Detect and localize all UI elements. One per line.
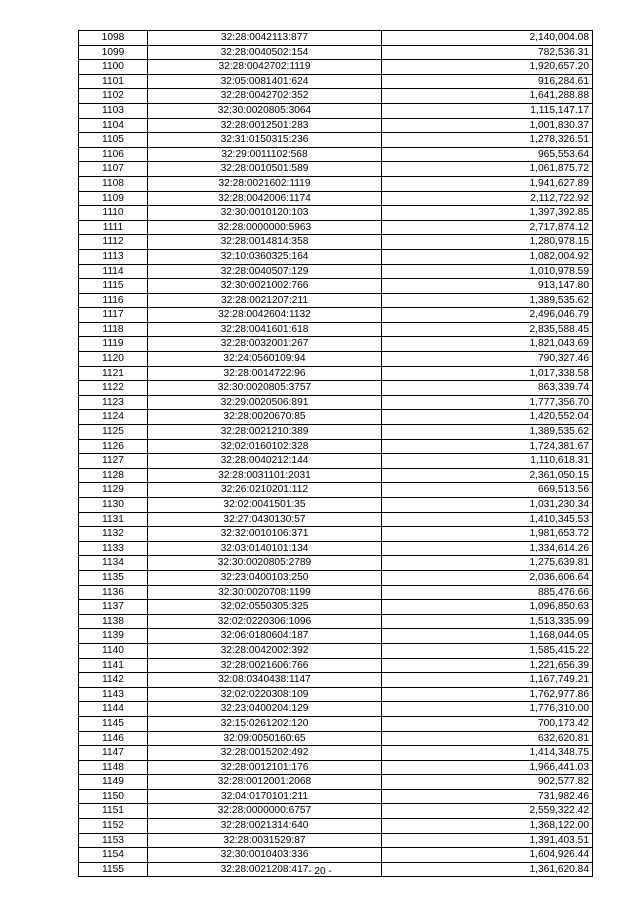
row-number-cell: 1151	[79, 804, 148, 819]
amount-cell: 1,585,415.22	[382, 643, 593, 658]
cadastral-number-cell: 32:28:0020670:85	[148, 410, 382, 425]
cadastral-number-cell: 32:28:0031529:87	[148, 833, 382, 848]
table-row	[79, 658, 593, 673]
amount-cell: 1,966,441.03	[382, 760, 593, 775]
table-row	[79, 643, 593, 658]
cadastral-number-cell: 32:28:0042113:877	[148, 31, 382, 46]
cadastral-number-cell: 32:02:0550305:325	[148, 600, 382, 615]
row-number-cell: 1113	[79, 249, 148, 264]
row-number-cell: 1103	[79, 103, 148, 118]
row-number-cell: 1122	[79, 381, 148, 396]
table-row	[79, 498, 593, 513]
amount-cell: 1,420,552.04	[382, 410, 593, 425]
cadastral-number-cell: 32:28:0012101:176	[148, 760, 382, 775]
cadastral-number-cell: 32:02:0220306:1096	[148, 614, 382, 629]
cadastral-number-cell: 32:05:0081401:624	[148, 74, 382, 89]
row-number-cell: 1153	[79, 833, 148, 848]
table-row	[79, 731, 593, 746]
table-row	[79, 191, 593, 206]
cadastral-number-cell: 32:03:0140101:134	[148, 541, 382, 556]
table-row	[79, 410, 593, 425]
table-row	[79, 45, 593, 60]
cadastral-number-cell: 32:30:0010120:103	[148, 206, 382, 221]
table-row	[79, 819, 593, 834]
row-number-cell: 1126	[79, 439, 148, 454]
row-number-cell: 1102	[79, 89, 148, 104]
table-row	[79, 600, 593, 615]
amount-cell: 1,762,977.86	[382, 687, 593, 702]
row-number-cell: 1120	[79, 352, 148, 367]
amount-cell: 1,278,326.51	[382, 133, 593, 148]
table-row	[79, 541, 593, 556]
row-number-cell: 1148	[79, 760, 148, 775]
row-number-cell: 1111	[79, 220, 148, 235]
table-row	[79, 483, 593, 498]
cadastral-number-cell: 32:24:0560109:94	[148, 352, 382, 367]
cadastral-number-cell: 32:28:0041601:618	[148, 322, 382, 337]
row-number-cell: 1119	[79, 337, 148, 352]
row-number-cell: 1104	[79, 118, 148, 133]
row-number-cell: 1138	[79, 614, 148, 629]
amount-cell: 2,361,050.15	[382, 468, 593, 483]
cadastral-number-cell: 32:28:0012001:2068	[148, 775, 382, 790]
table-row	[79, 147, 593, 162]
table-row	[79, 176, 593, 191]
cadastral-number-cell: 32:02:0160102:328	[148, 439, 382, 454]
cadastral-number-cell: 32:15:0261202:120	[148, 716, 382, 731]
amount-cell: 1,361,620.84	[382, 862, 593, 877]
amount-cell: 1,604,926.44	[382, 848, 593, 863]
cadastral-number-cell: 32:08:0340438:1147	[148, 673, 382, 688]
row-number-cell: 1114	[79, 264, 148, 279]
table-row	[79, 89, 593, 104]
row-number-cell: 1125	[79, 425, 148, 440]
cadastral-number-cell: 32:10:0360325:164	[148, 249, 382, 264]
row-number-cell: 1132	[79, 527, 148, 542]
table-row	[79, 775, 593, 790]
amount-cell: 1,414,348.75	[382, 746, 593, 761]
cadastral-number-cell: 32:02:0220308:109	[148, 687, 382, 702]
amount-cell: 1,821,043.69	[382, 337, 593, 352]
amount-cell: 1,410,345.53	[382, 512, 593, 527]
table-row	[79, 366, 593, 381]
table-row	[79, 118, 593, 133]
row-number-cell: 1154	[79, 848, 148, 863]
page-number: - 20 -	[308, 866, 332, 877]
row-number-cell: 1109	[79, 191, 148, 206]
row-number-cell: 1108	[79, 176, 148, 191]
cadastral-number-cell: 32:30:0020805:3757	[148, 381, 382, 396]
row-number-cell: 1149	[79, 775, 148, 790]
cadastral-number-cell: 32:28:0040212:144	[148, 454, 382, 469]
table-row	[79, 570, 593, 585]
row-number-cell: 1099	[79, 45, 148, 60]
row-number-cell: 1118	[79, 322, 148, 337]
cadastral-number-cell: 32:28:0042702:352	[148, 89, 382, 104]
amount-cell: 1,115,147.17	[382, 103, 593, 118]
amount-cell: 1,920,657.20	[382, 60, 593, 75]
row-number-cell: 1152	[79, 819, 148, 834]
amount-cell: 1,777,356.70	[382, 395, 593, 410]
amount-cell: 1,391,403.51	[382, 833, 593, 848]
cadastral-number-cell: 32:28:0014722:96	[148, 366, 382, 381]
row-number-cell: 1128	[79, 468, 148, 483]
cadastral-number-cell: 32:28:0032001:267	[148, 337, 382, 352]
cadastral-number-cell: 32:27:0430130:57	[148, 512, 382, 527]
cadastral-number-cell: 32:30:0020805:3064	[148, 103, 382, 118]
table-row	[79, 103, 593, 118]
row-number-cell: 1144	[79, 702, 148, 717]
row-number-cell: 1110	[79, 206, 148, 221]
table-row	[79, 454, 593, 469]
amount-cell: 2,717,874.12	[382, 220, 593, 235]
row-number-cell: 1105	[79, 133, 148, 148]
table-row	[79, 264, 593, 279]
table-row	[79, 848, 593, 863]
table-row	[79, 60, 593, 75]
amount-cell: 902,577.82	[382, 775, 593, 790]
cadastral-number-cell: 32:28:0021207:211	[148, 293, 382, 308]
table-row	[79, 206, 593, 221]
table-row	[79, 673, 593, 688]
amount-cell: 1,001,830.37	[382, 118, 593, 133]
table-row	[79, 235, 593, 250]
amount-cell: 1,334,614.26	[382, 541, 593, 556]
cadastral-number-cell: 32:28:0012501:283	[148, 118, 382, 133]
cadastral-number-cell: 32:28:0042002:392	[148, 643, 382, 658]
amount-cell: 2,112,722.92	[382, 191, 593, 206]
table-row	[79, 614, 593, 629]
amount-cell: 1,724,381.67	[382, 439, 593, 454]
cadastral-number-cell: 32:28:0021602:1119	[148, 176, 382, 191]
amount-cell: 1,397,392.85	[382, 206, 593, 221]
table-row	[79, 512, 593, 527]
table-row	[79, 74, 593, 89]
amount-cell: 2,140,004.08	[382, 31, 593, 46]
row-number-cell: 1139	[79, 629, 148, 644]
cadastral-number-cell: 32:30:0010403:336	[148, 848, 382, 863]
row-number-cell: 1143	[79, 687, 148, 702]
amount-cell: 1,167,749.21	[382, 673, 593, 688]
amount-cell: 1,641,288.88	[382, 89, 593, 104]
table-body	[79, 31, 593, 877]
amount-cell: 790,327.46	[382, 352, 593, 367]
cadastral-number-cell: 32:28:0040507:129	[148, 264, 382, 279]
cadastral-number-cell: 32:02:0041501:35	[148, 498, 382, 513]
cadastral-number-cell: 32:28:0014814:358	[148, 235, 382, 250]
cadastral-number-cell: 32:28:0040502:154	[148, 45, 382, 60]
row-number-cell: 1130	[79, 498, 148, 513]
row-number-cell: 1124	[79, 410, 148, 425]
row-number-cell: 1115	[79, 279, 148, 294]
row-number-cell: 1107	[79, 162, 148, 177]
table-row	[79, 716, 593, 731]
table-row	[79, 249, 593, 264]
cadastral-number-cell: 32:32:0010106:371	[148, 527, 382, 542]
cadastral-number-cell: 32:28:0021208:417	[148, 862, 382, 877]
cadastral-number-cell: 32:28:0021210:389	[148, 425, 382, 440]
amount-cell: 965,553.64	[382, 147, 593, 162]
amount-cell: 1,941,627.89	[382, 176, 593, 191]
row-number-cell: 1112	[79, 235, 148, 250]
table-row	[79, 381, 593, 396]
data-table	[78, 30, 593, 877]
table-row	[79, 804, 593, 819]
amount-cell: 2,559,322.42	[382, 804, 593, 819]
amount-cell: 782,536.31	[382, 45, 593, 60]
row-number-cell: 1147	[79, 746, 148, 761]
table-row	[79, 337, 593, 352]
amount-cell: 1,017,338.58	[382, 366, 593, 381]
table-row	[79, 352, 593, 367]
table-row	[79, 439, 593, 454]
table-row	[79, 162, 593, 177]
table-row	[79, 220, 593, 235]
table-row	[79, 760, 593, 775]
row-number-cell: 1106	[79, 147, 148, 162]
table-row	[79, 556, 593, 571]
cadastral-number-cell: 32:28:0021606:766	[148, 658, 382, 673]
cadastral-number-cell: 32:28:0000000:5963	[148, 220, 382, 235]
cadastral-number-cell: 32:23:0400103:250	[148, 570, 382, 585]
row-number-cell: 1123	[79, 395, 148, 410]
row-number-cell: 1135	[79, 570, 148, 585]
amount-cell: 1,031,230.34	[382, 498, 593, 513]
table-row	[79, 468, 593, 483]
row-number-cell: 1131	[79, 512, 148, 527]
row-number-cell: 1136	[79, 585, 148, 600]
row-number-cell: 1133	[79, 541, 148, 556]
row-number-cell: 1117	[79, 308, 148, 323]
amount-cell: 1,389,535.62	[382, 425, 593, 440]
row-number-cell: 1137	[79, 600, 148, 615]
cadastral-number-cell: 32:06:0180604:187	[148, 629, 382, 644]
amount-cell: 2,496,046.79	[382, 308, 593, 323]
row-number-cell: 1127	[79, 454, 148, 469]
cadastral-number-cell: 32:29:0020506:891	[148, 395, 382, 410]
amount-cell: 1,280,978.15	[382, 235, 593, 250]
row-number-cell: 1134	[79, 556, 148, 571]
row-number-cell: 1129	[79, 483, 148, 498]
cadastral-number-cell: 32:09:0050160:65	[148, 731, 382, 746]
row-number-cell: 1155	[79, 862, 148, 877]
table-row	[79, 322, 593, 337]
table-row	[79, 395, 593, 410]
amount-cell: 1,368,122.00	[382, 819, 593, 834]
amount-cell: 669,513.56	[382, 483, 593, 498]
table-row	[79, 702, 593, 717]
cadastral-number-cell: 32:28:0021314:640	[148, 819, 382, 834]
table-row	[79, 789, 593, 804]
cadastral-number-cell: 32:28:0042702:1119	[148, 60, 382, 75]
cadastral-number-cell: 32:28:0042604:1132	[148, 308, 382, 323]
amount-cell: 1,110,618.31	[382, 454, 593, 469]
row-number-cell: 1142	[79, 673, 148, 688]
amount-cell: 2,835,588.45	[382, 322, 593, 337]
row-number-cell: 1141	[79, 658, 148, 673]
amount-cell: 1,061,875.72	[382, 162, 593, 177]
table-row	[79, 585, 593, 600]
amount-cell: 1,513,335.99	[382, 614, 593, 629]
amount-cell: 1,096,850.63	[382, 600, 593, 615]
table-row	[79, 308, 593, 323]
table-row	[79, 425, 593, 440]
table-row	[79, 279, 593, 294]
table-row	[79, 293, 593, 308]
amount-cell: 700,173.42	[382, 716, 593, 731]
cadastral-number-cell: 32:28:0010501:589	[148, 162, 382, 177]
table-row	[79, 833, 593, 848]
amount-cell: 2,036,606.64	[382, 570, 593, 585]
row-number-cell: 1150	[79, 789, 148, 804]
cadastral-number-cell: 32:28:0031101:2031	[148, 468, 382, 483]
row-number-cell: 1100	[79, 60, 148, 75]
table-row	[79, 527, 593, 542]
amount-cell: 1,168,044.05	[382, 629, 593, 644]
row-number-cell: 1098	[79, 31, 148, 46]
cadastral-number-cell: 32:23:0400204:129	[148, 702, 382, 717]
cadastral-number-cell: 32:31:0150315:236	[148, 133, 382, 148]
amount-cell: 913,147.80	[382, 279, 593, 294]
table-row	[79, 629, 593, 644]
amount-cell: 1,010,978.59	[382, 264, 593, 279]
amount-cell: 885,476.66	[382, 585, 593, 600]
row-number-cell: 1145	[79, 716, 148, 731]
row-number-cell: 1116	[79, 293, 148, 308]
amount-cell: 863,339.74	[382, 381, 593, 396]
amount-cell: 632,620.81	[382, 731, 593, 746]
amount-cell: 1,776,310.00	[382, 702, 593, 717]
amount-cell: 1,221,656.39	[382, 658, 593, 673]
row-number-cell: 1121	[79, 366, 148, 381]
table-row	[79, 746, 593, 761]
cadastral-number-cell: 32:30:0020805:2789	[148, 556, 382, 571]
amount-cell: 1,389,535.62	[382, 293, 593, 308]
cadastral-number-cell: 32:28:0042006:1174	[148, 191, 382, 206]
cadastral-number-cell: 32:04:0170101:211	[148, 789, 382, 804]
cadastral-number-cell: 32:26:0210201:112	[148, 483, 382, 498]
amount-cell: 731,982.46	[382, 789, 593, 804]
table-row	[79, 687, 593, 702]
amount-cell: 916,284.61	[382, 74, 593, 89]
cadastral-number-cell: 32:28:0000000:6757	[148, 804, 382, 819]
row-number-cell: 1146	[79, 731, 148, 746]
row-number-cell: 1101	[79, 74, 148, 89]
amount-cell: 1,082,004.92	[382, 249, 593, 264]
amount-cell: 1,275,639.81	[382, 556, 593, 571]
amount-cell: 1,981,653.72	[382, 527, 593, 542]
row-number-cell: 1140	[79, 643, 148, 658]
cadastral-number-cell: 32:29:0011102:568	[148, 147, 382, 162]
cadastral-number-cell: 32:30:0021002:766	[148, 279, 382, 294]
table-row	[79, 133, 593, 148]
cadastral-number-cell: 32:28:0015202:492	[148, 746, 382, 761]
table-row	[79, 31, 593, 46]
cadastral-number-cell: 32:30:0020708:1199	[148, 585, 382, 600]
